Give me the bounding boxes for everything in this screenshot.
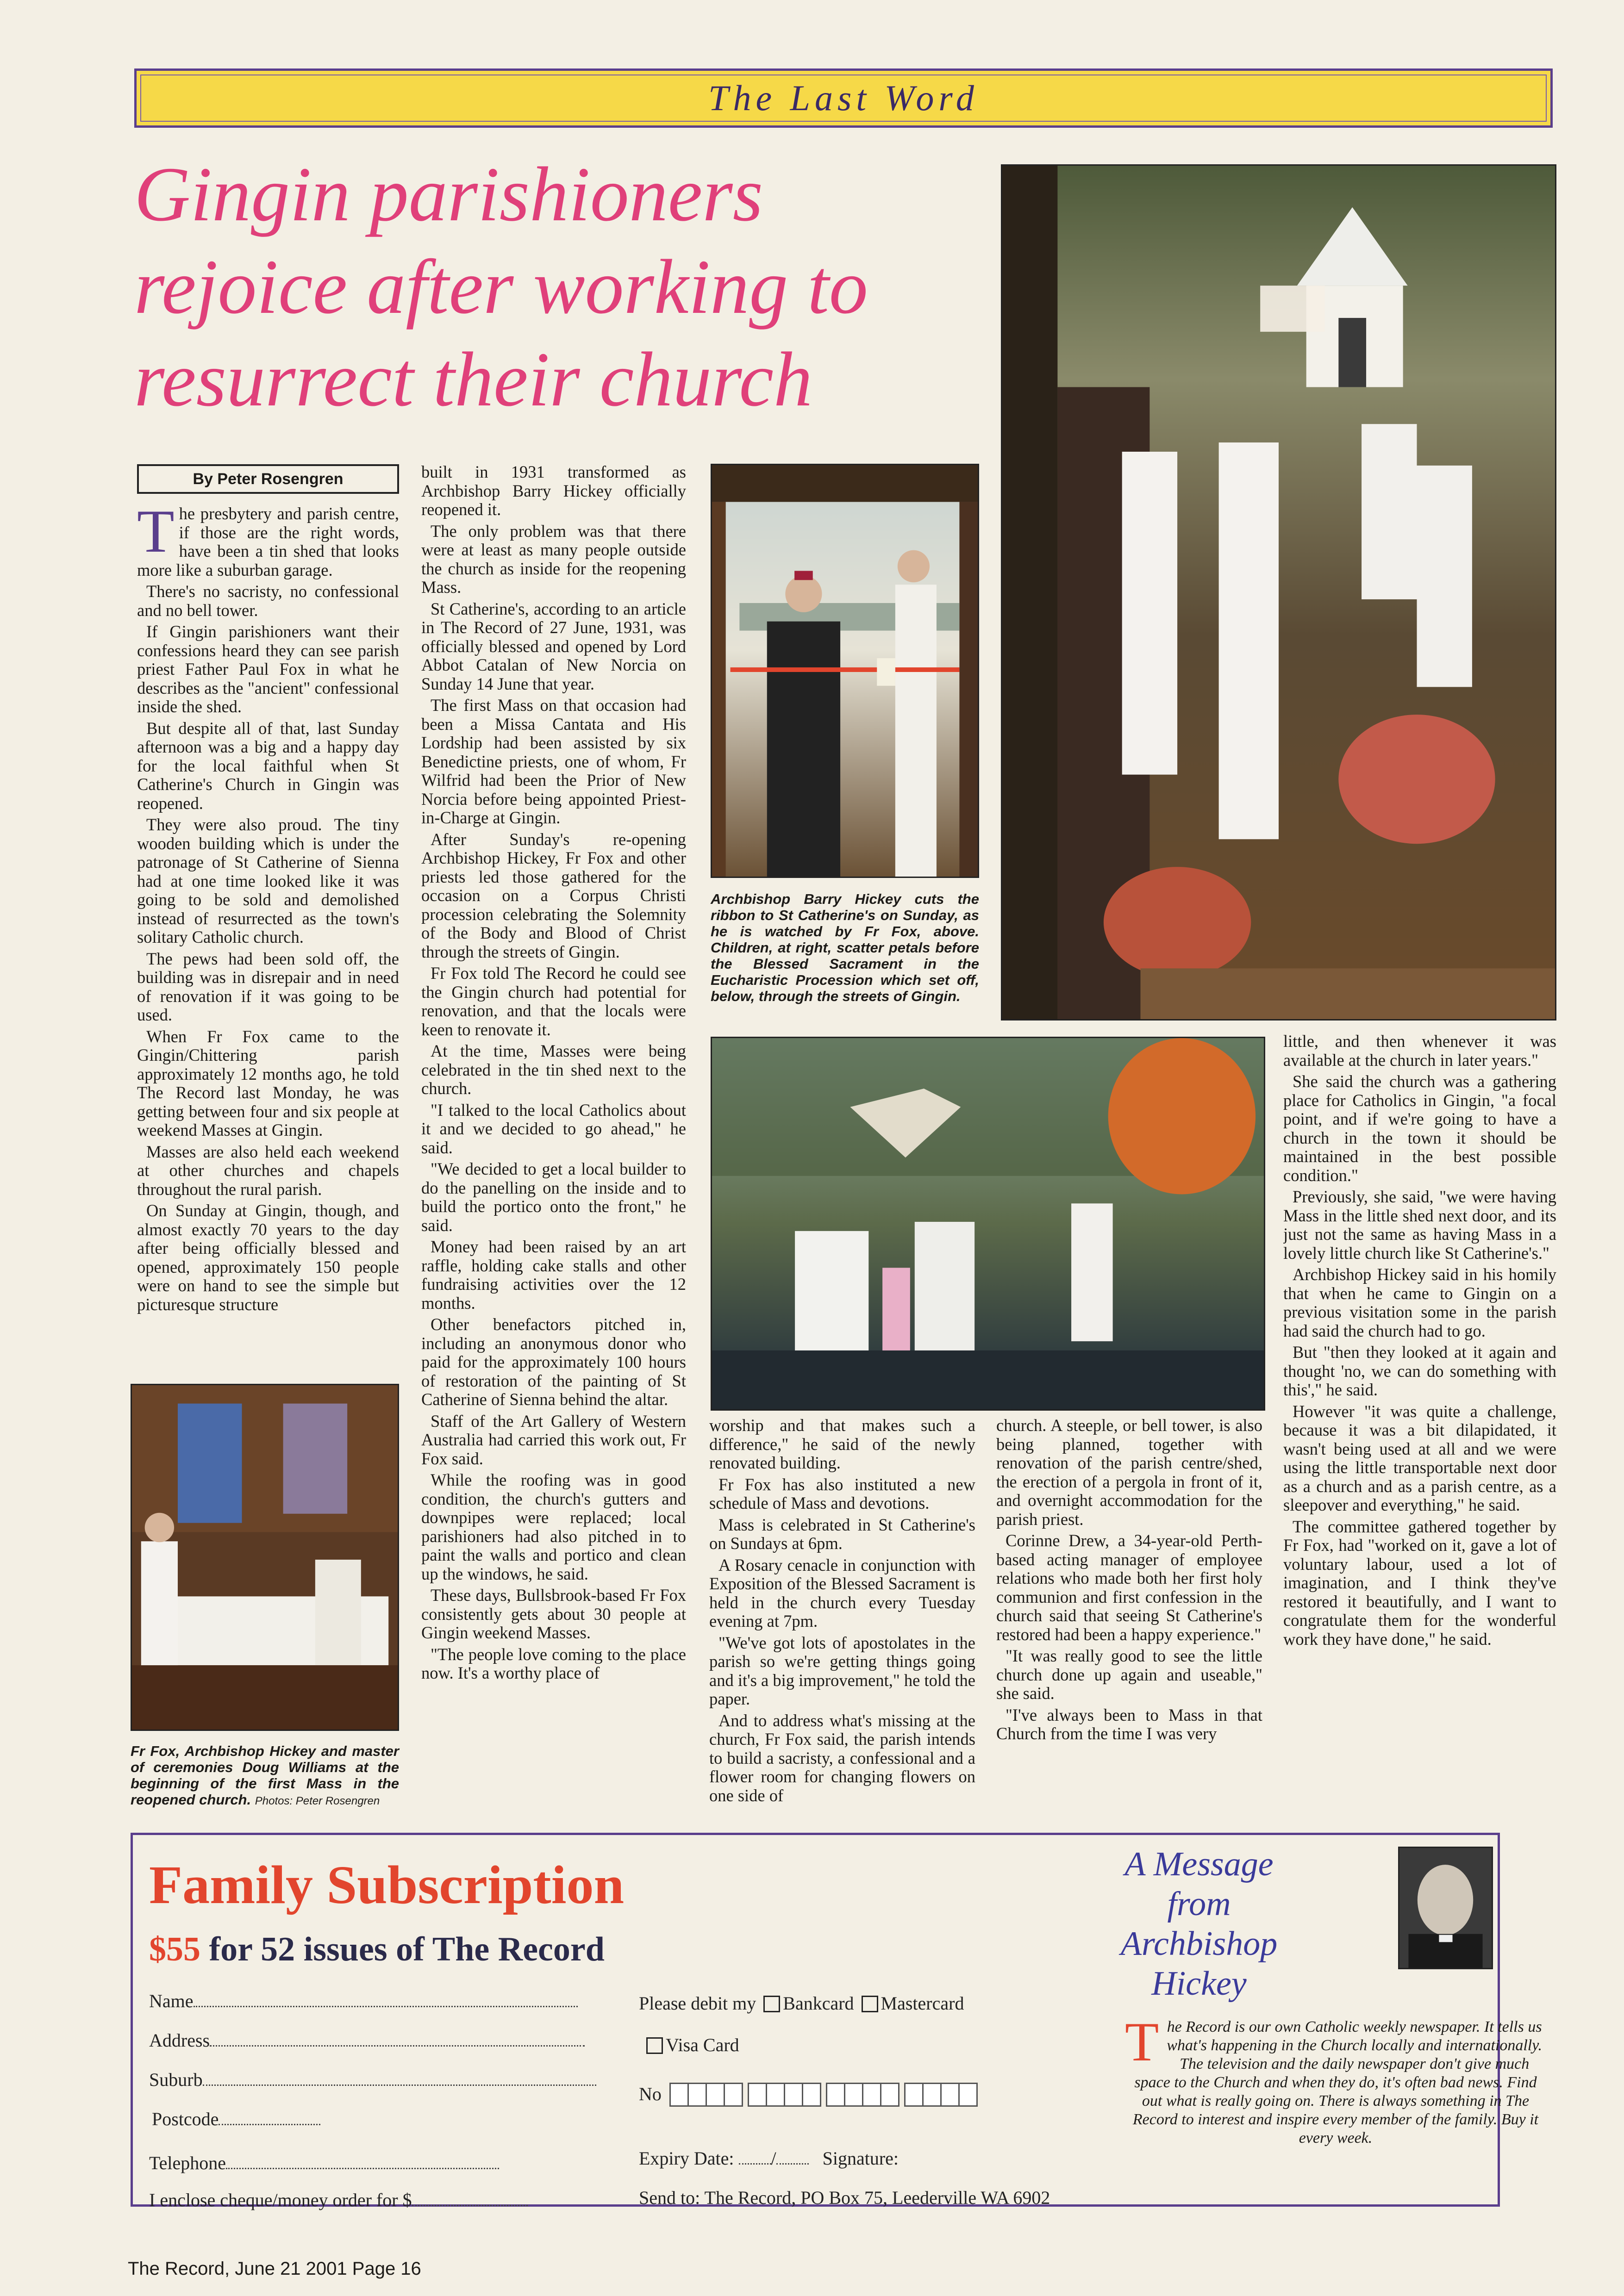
paragraph: little, and then whenever it was available at the church in later years." — [1283, 1032, 1556, 1070]
article-column-3 — [709, 1416, 975, 1823]
visa-option — [643, 2034, 739, 2056]
message-heading-line-3: Archbishop — [1120, 1925, 1278, 1963]
page-footer: The Record, June 21 2001 Page 16 — [128, 2259, 421, 2279]
address-field[interactable] — [149, 2029, 585, 2051]
paragraph: "We've got lots of apostolates in the parish so we're getting things going and it's a big improvement," he told the paper. — [709, 1633, 975, 1708]
article-column-5 — [1283, 1032, 1556, 1823]
cheque-field[interactable] — [149, 2189, 528, 2211]
paragraph: There's no sacristy, no confessional and no bell tower. — [137, 582, 399, 620]
paragraph: These days, Bullsbrook-based Fr Fox consistently gets about 30 people at Gingin weekend Masses. — [421, 1586, 686, 1642]
subscription-price — [149, 1930, 605, 1969]
drop-cap: T — [137, 504, 175, 565]
caption-ribbon: Archbishop Barry Hickey cuts the ribbon to St Catherine's on Sunday, as he is watched by Fr Fox, above. Children, at right, scatter petals before the Blessed Sacrament in the Eucharistic Procession which set off, below, through the streets of Gingin. — [711, 891, 979, 1004]
message-drop-cap: T — [1125, 2011, 1159, 2072]
postcode-label: Postcode — [152, 2109, 219, 2129]
card-number-field — [639, 2083, 978, 2107]
paragraph: She said the church was a gathering place for Catholics in Gingin, "a focal point, and if we're going to have a church in the town it should be maintained in the best possible condition." — [1283, 1072, 1556, 1185]
paragraph: On Sunday at Gingin, though, and almost exactly 70 years to the day after being officially blessed and opened, approximately 150 people were on hand to see the simple but picturesque structure — [137, 1201, 399, 1314]
expiry-separator: / — [771, 2148, 776, 2169]
expiry-signature — [639, 2147, 899, 2169]
paragraph: worship and that makes such a difference," he said of the newly renovated building. — [709, 1416, 975, 1472]
name-label: Name — [149, 1991, 194, 2011]
message-heading-line-4: Hickey — [1151, 1965, 1247, 2003]
section-banner — [134, 68, 1553, 128]
cheque-label: I enclose cheque/money order for $ — [149, 2190, 412, 2210]
paragraph: If Gingin parishioners want their confessions heard they can see parish priest Father Paul Fox in what he describes as the "ancient" confessional inside the shed. — [137, 622, 399, 716]
paragraph: When Fr Fox came to the Gingin/Chittering parish approximately 12 months ago, he told The Record last Monday, he was getting between four and six people at weekend Masses at Gingin. — [137, 1027, 399, 1139]
telephone-field[interactable] — [149, 2152, 499, 2174]
expiry-month-field[interactable] — [739, 2163, 771, 2165]
signature-label: Signature: — [822, 2148, 899, 2169]
article-column-2 — [421, 463, 686, 1819]
paragraph: However "it was quite a challenge, because it was a bit dilapidated, it wasn't being used at all and we were using the little transportable next door as a church and as a parish centre, as a sleepover and everything," he said. — [1283, 1401, 1556, 1514]
message-heading-line-2: from — [1167, 1885, 1231, 1923]
paragraph: Fr Fox has also instituted a new schedule of Mass and devotions. — [709, 1475, 975, 1512]
bankcard-label: Bankcard — [783, 1993, 854, 2014]
message-text: he Record is our own Catholic weekly newspaper. It tells us what's happening in the Church locally and internationally. The television and the daily newspaper don't give much space to the Church and when they do, it's often bad news. Find out what is really going on. There is always something in The Record to interest and inspire every member of the family. Buy it every week. — [1132, 2018, 1542, 2147]
paragraph: While the roofing was in good condition, the church's gutters and downpipes were replaced; local parishioners had also pitched in to paint the walls and portico and clean up the windows, he said. — [421, 1470, 686, 1583]
caption-interior-text: Fr Fox, Archbishop Hickey and master of ceremonies Doug Williams at the beginning of the first Mass in the reopened church. — [131, 1743, 399, 1808]
paragraph: St Catherine's, according to an article in The Record of 27 June, 1931, was officially blessed and opened by Lord Abbot Catalan of New Norcia on Sunday 14 June that year. — [421, 599, 686, 693]
section-title: The Last Word — [708, 78, 979, 118]
paragraph: Staff of the Art Gallery of Western Australia had carried this work out, Fr Fox said. — [421, 1411, 686, 1468]
card-number-boxes[interactable] — [671, 2083, 978, 2107]
article-column-1 — [137, 504, 399, 1370]
mastercard-checkbox[interactable] — [862, 1996, 878, 2012]
paragraph: Money had been raised by an art raffle, holding cake stalls and other fundraising activities over the 12 months. — [421, 1237, 686, 1313]
expiry-label: Expiry Date: — [639, 2148, 734, 2169]
archbishop-portrait — [1398, 1847, 1493, 1969]
address-label: Address — [149, 2030, 210, 2051]
telephone-label: Telephone — [149, 2153, 226, 2173]
photo-credit: Photos: Peter Rosengren — [255, 1795, 380, 1807]
bankcard-checkbox[interactable] — [763, 1996, 780, 2012]
photo-procession — [711, 1037, 1265, 1411]
paragraph: Fr Fox told The Record he could see the Gingin church had potential for renovation, and that the locals were keen to renovate it. — [421, 964, 686, 1039]
message-body — [1125, 2011, 1546, 2147]
article-column-4 — [996, 1416, 1262, 1823]
subscription-title: Family Subscription — [149, 1854, 625, 1915]
headline-line-1: Gingin parishioners — [134, 151, 763, 237]
visa-label: Visa Card — [666, 2035, 739, 2055]
paragraph: But despite all of that, last Sunday afternoon was a big and a happy day for the local faithful when St Catherine's Church in Gingin was reopened. — [137, 718, 399, 813]
byline: By Peter Rosengren — [137, 464, 399, 494]
paragraph: "It was really good to see the little church done up again and useable," she said. — [996, 1646, 1262, 1703]
card-number-label: No — [639, 2084, 662, 2104]
suburb-field[interactable] — [149, 2069, 596, 2091]
paragraph: The only problem was that there were at least as many people outside the church as inside for the reopening Mass. — [421, 521, 686, 597]
paragraph: Previously, she said, "we were having Mass in the little shed next door, and its just not the same as having Mass in a lovely little church like St Catherine's." — [1283, 1187, 1556, 1263]
postcode-field[interactable] — [152, 2108, 320, 2130]
paragraph: Masses are also held each weekend at other churches and chapels throughout the rural parish. — [137, 1142, 399, 1199]
paragraph: Archbishop Hickey said in his homily that when he came to Gingin on a previous visitation some in the parish had said the church had to go. — [1283, 1265, 1556, 1340]
paragraph: "I've always been to Mass in that Church from the time I was very — [996, 1705, 1262, 1743]
debit-label: Please debit my — [639, 1993, 756, 2014]
caption-interior — [131, 1743, 399, 1809]
name-field[interactable] — [149, 1990, 578, 2012]
paragraph: They were also proud. The tiny wooden building which is under the patronage of St Catherine of Sienna had at one time looked like it was going to be sold and demolished instead of resurrected as the town's solitary Catholic church. — [137, 815, 399, 946]
price-text: for 52 issues of The Record — [209, 1930, 605, 1968]
expiry-year-field[interactable] — [776, 2163, 809, 2165]
paragraph: A Rosary cenacle in conjunction with Exposition of the Blessed Sacrament is held in the church every Tuesday evening at 7pm. — [709, 1555, 975, 1630]
paragraph: "The people love coming to the place now. It's a worthy place of — [421, 1644, 686, 1682]
headline — [134, 148, 981, 426]
paragraph: But "then they looked at it again and thought 'no, we can do something with this'," he said. — [1283, 1343, 1556, 1399]
headline-line-2: rejoice after working to — [134, 244, 868, 330]
paragraph: "I talked to the local Catholics about it and we decided to go ahead," he said. — [421, 1100, 686, 1157]
photo-ribbon-cutting — [711, 464, 979, 878]
mastercard-label: Mastercard — [881, 1993, 964, 2014]
paragraph: Other benefactors pitched in, including an anonymous donor who paid for the approximately 100 hours of restoration of the painting of St Catherine of Sienna behind the altar. — [421, 1315, 686, 1409]
paragraph: The first Mass on that occasion had been a Missa Cantata and His Lordship had been assisted by six Benedictine priests, one of whom, Fr Wilfrid had been the Prior of New Norcia before being appointed Priest-in-Charge at Gingin. — [421, 696, 686, 827]
message-heading — [1060, 1844, 1338, 2004]
photo-children-petals — [1001, 164, 1556, 1020]
send-to-address: Send to: The Record, PO Box 75, Leederville WA 6902 — [639, 2187, 1050, 2208]
paragraph: Corinne Drew, a 34-year-old Perth-based acting manager of employee relations who made both her first holy communion and first confession in the church said that seeing St Catherine's restored had been a happy experience." — [996, 1531, 1262, 1644]
paragraph: church. A steeple, or bell tower, is also being planned, together with renovation of the parish centre/shed, the erection of a pergola in front of it, and overnight accommodation for the parish priest. — [996, 1416, 1262, 1529]
suburb-label: Suburb — [149, 2069, 203, 2090]
headline-line-3: resurrect their church — [134, 336, 812, 423]
paragraph: At the time, Masses were being celebrated in the tin shed next to the church. — [421, 1041, 686, 1098]
paragraph: "We decided to get a local builder to do the panelling on the inside and to build the portico onto the front," he said. — [421, 1159, 686, 1235]
paragraph: Mass is celebrated in St Catherine's on Sundays at 6pm. — [709, 1515, 975, 1553]
paragraph: The presbytery and parish centre, if those are the right words, have been a tin shed that looks more like a suburban garage. — [137, 504, 399, 579]
paragraph: The committee gathered together by Fr Fox, had "worked on it, gave a lot of voluntary labour, used a lot of imagination, and I think they've restored it beautifully, and I want to congratulate them for the wonderful work they have done," he said. — [1283, 1517, 1556, 1649]
debit-options — [639, 1992, 964, 2014]
paragraph: built in 1931 transformed as Archbishop Barry Hickey officially reopened it. — [421, 463, 686, 519]
paragraph: The pews had been sold off, the building was in disrepair and in need of renovation if it was going to be used. — [137, 949, 399, 1024]
price-amount: $55 — [149, 1930, 200, 1968]
paragraph: After Sunday's re-opening Archbishop Hickey, Fr Fox and other priests led those gathered for the occasion on a Corpus Christi procession celebrating the Solemnity of the Body and Blood of Christ through the streets of Gingin. — [421, 829, 686, 961]
visa-checkbox[interactable] — [646, 2037, 663, 2054]
photo-church-interior — [131, 1384, 399, 1731]
message-heading-line-1: A Message — [1124, 1845, 1274, 1883]
paragraph: And to address what's missing at the church, Fr Fox said, the parish intends to build a sacristy, a confessional and a flower room for changing flowers on one side of — [709, 1711, 975, 1805]
